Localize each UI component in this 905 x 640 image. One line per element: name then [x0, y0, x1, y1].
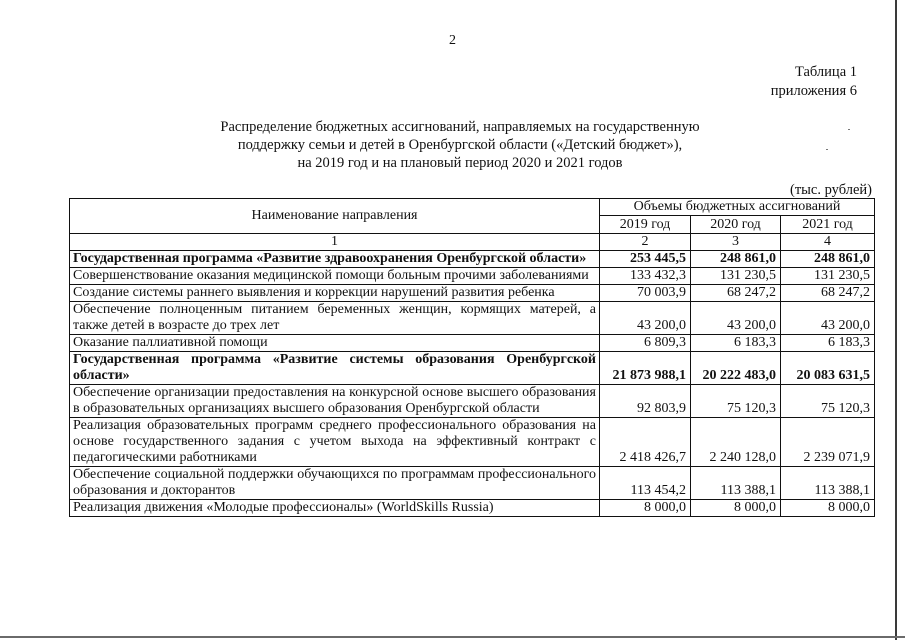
row-value-2020: 131 230,5 [691, 268, 781, 285]
title-line: Распределение бюджетных ассигнований, направляемых на государственную [220, 119, 700, 135]
row-value-2021: 131 230,5 [781, 268, 875, 285]
row-name: Создание системы раннего выявления и коррекции нарушений развития ребенка [70, 285, 600, 302]
row-value-2019: 43 200,0 [600, 302, 691, 335]
program-row [70, 352, 875, 385]
row-value-2019: 21 873 988,1 [600, 352, 691, 385]
table-row [70, 302, 875, 335]
row-name: Государственная программа «Развитие здравоохранения Оренбургской области» [70, 251, 600, 268]
header-year-2021: 2021 год [781, 216, 875, 234]
table-row [70, 418, 875, 467]
row-value-2019: 92 803,9 [600, 385, 691, 418]
header-year-2019: 2019 год [600, 216, 691, 234]
scan-edge-bottom [0, 636, 905, 638]
program-row [70, 251, 875, 268]
row-name: Обеспечение организации предоставления на конкурсной основе высшего образования в образовательных организациях высшего образования Оренбургской области [70, 385, 600, 418]
page-number: 2 [449, 33, 456, 48]
row-name: Обеспечение социальной поддержки обучающихся по программам профессионального образования и докторантов [70, 467, 600, 500]
column-number: 2 [600, 234, 691, 251]
row-value-2019: 8 000,0 [600, 500, 691, 517]
row-value-2020: 75 120,3 [691, 385, 781, 418]
row-value-2021: 20 083 631,5 [781, 352, 875, 385]
header-name-column: Наименование направления [70, 199, 600, 234]
table-row [70, 285, 875, 302]
scan-speck [826, 149, 828, 150]
row-value-2019: 253 445,5 [600, 251, 691, 268]
row-value-2019: 113 454,2 [600, 467, 691, 500]
row-value-2019: 2 418 426,7 [600, 418, 691, 467]
column-number: 3 [691, 234, 781, 251]
row-value-2021: 248 861,0 [781, 251, 875, 268]
table-row [70, 467, 875, 500]
column-number: 4 [781, 234, 875, 251]
row-name: Реализация образовательных программ среднего профессионального образования на основе государственного задания с учетом выхода на эффективный контракт с педагогическими работниками [70, 418, 600, 467]
table-row [70, 385, 875, 418]
scan-speck [848, 129, 850, 130]
row-value-2021: 2 239 071,9 [781, 418, 875, 467]
row-value-2021: 68 247,2 [781, 285, 875, 302]
table-row [70, 335, 875, 352]
row-value-2019: 133 432,3 [600, 268, 691, 285]
table-body [70, 251, 875, 517]
appendix-label: приложения 6 [770, 83, 857, 99]
row-value-2021: 113 388,1 [781, 467, 875, 500]
row-value-2021: 6 183,3 [781, 335, 875, 352]
row-value-2020: 68 247,2 [691, 285, 781, 302]
row-value-2021: 75 120,3 [781, 385, 875, 418]
row-name: Оказание паллиативной помощи [70, 335, 600, 352]
column-number: 1 [70, 234, 600, 251]
row-value-2020: 6 183,3 [691, 335, 781, 352]
header-year-2020: 2020 год [691, 216, 781, 234]
table-header [70, 199, 875, 251]
table-label: Таблица 1 [794, 64, 857, 80]
row-name: Реализация движения «Молодые профессионалы» (WorldSkills Russia) [70, 500, 600, 517]
row-value-2020: 20 222 483,0 [691, 352, 781, 385]
row-value-2021: 8 000,0 [781, 500, 875, 517]
row-value-2021: 43 200,0 [781, 302, 875, 335]
row-name: Совершенствование оказания медицинской помощи больным прочими заболеваниями [70, 268, 600, 285]
row-value-2020: 248 861,0 [691, 251, 781, 268]
document-title [150, 118, 770, 172]
row-value-2019: 6 809,3 [600, 335, 691, 352]
table-row [70, 500, 875, 517]
scan-edge-right [895, 0, 897, 640]
row-value-2020: 43 200,0 [691, 302, 781, 335]
row-value-2020: 8 000,0 [691, 500, 781, 517]
budget-table [69, 198, 875, 517]
row-value-2020: 113 388,1 [691, 467, 781, 500]
row-name: Обеспечение полноценным питанием беременных женщин, кормящих матерей, а также детей в возрасте до трех лет [70, 302, 600, 335]
header-volumes: Объемы бюджетных ассигнований [600, 199, 875, 216]
title-line: на 2019 год и на плановый период 2020 и 2021 годов [297, 155, 623, 171]
row-value-2019: 70 003,9 [600, 285, 691, 302]
row-value-2020: 2 240 128,0 [691, 418, 781, 467]
table-row [70, 268, 875, 285]
row-name: Государственная программа «Развитие системы образования Оренбургской области» [70, 352, 600, 385]
title-line: поддержку семьи и детей в Оренбургской области («Детский бюджет»), [237, 137, 683, 153]
units-label: (тыс. рублей) [790, 182, 872, 198]
